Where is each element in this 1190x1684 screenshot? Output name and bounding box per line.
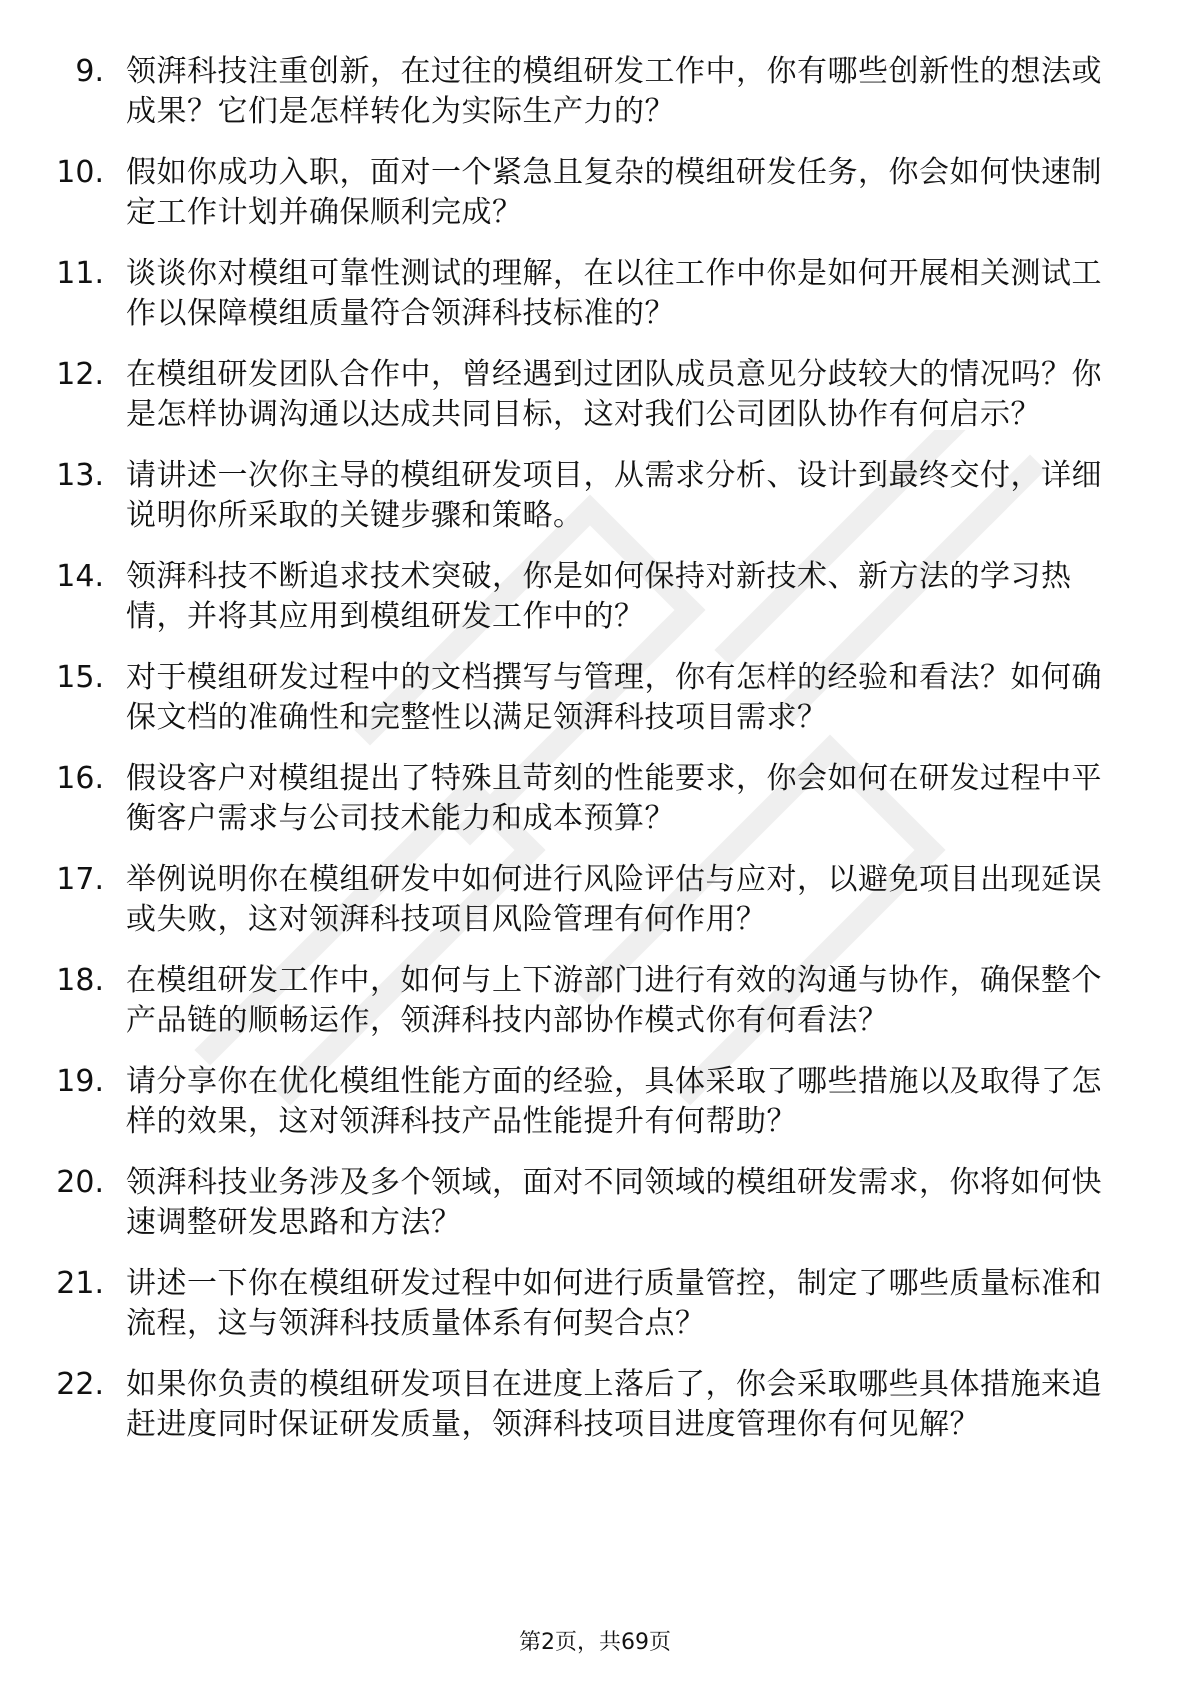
question-text: 领湃科技不断追求技术突破，你是如何保持对新技术、新方法的学习热情，并将其应用到模组研发工作中的？	[126, 559, 1072, 634]
question-item	[0, 860, 1190, 940]
question-number: 12.	[56, 357, 104, 392]
question-item	[0, 456, 1190, 536]
question-number: 14.	[56, 559, 104, 594]
question-item	[0, 1264, 1190, 1344]
question-number: 20.	[56, 1165, 104, 1200]
question-text: 领湃科技注重创新，在过往的模组研发工作中，你有哪些创新性的想法或成果？它们是怎样转化为实际生产力的？	[126, 54, 1102, 129]
question-number: 22.	[56, 1367, 104, 1402]
question-item	[0, 254, 1190, 334]
question-text: 对于模组研发过程中的文档撰写与管理，你有怎样的经验和看法？如何确保文档的准确性和完整性以满足领湃科技项目需求？	[126, 660, 1102, 735]
question-text: 如果你负责的模组研发项目在进度上落后了，你会采取哪些具体措施来追赶进度同时保证研发质量，领湃科技项目进度管理你有何见解？	[126, 1367, 1102, 1442]
question-text: 假如你成功入职，面对一个紧急且复杂的模组研发任务，你会如何快速制定工作计划并确保顺利完成？	[126, 155, 1102, 230]
question-item	[0, 153, 1190, 233]
question-number: 18.	[56, 963, 104, 998]
question-text: 讲述一下你在模组研发过程中如何进行质量管控，制定了哪些质量标准和流程，这与领湃科技质量体系有何契合点？	[126, 1266, 1102, 1341]
question-text: 假设客户对模组提出了特殊且苛刻的性能要求，你会如何在研发过程中平衡客户需求与公司技术能力和成本预算？	[126, 761, 1102, 836]
question-item	[0, 1062, 1190, 1142]
question-text: 在模组研发工作中，如何与上下游部门进行有效的沟通与协作，确保整个产品链的顺畅运作，领湃科技内部协作模式你有何看法？	[126, 963, 1102, 1038]
question-number: 9.	[75, 54, 104, 89]
question-number: 15.	[56, 660, 104, 695]
question-number: 10.	[56, 155, 104, 190]
question-item	[0, 355, 1190, 435]
question-item	[0, 52, 1190, 132]
question-text: 请分享你在优化模组性能方面的经验，具体采取了哪些措施以及取得了怎样的效果，这对领湃科技产品性能提升有何帮助？	[126, 1064, 1102, 1139]
question-text: 在模组研发团队合作中，曾经遇到过团队成员意见分歧较大的情况吗？你是怎样协调沟通以达成共同目标，这对我们公司团队协作有何启示？	[126, 357, 1102, 432]
question-list	[0, 52, 1190, 1466]
question-item	[0, 1163, 1190, 1243]
question-item	[0, 759, 1190, 839]
question-number: 17.	[56, 862, 104, 897]
question-number: 19.	[56, 1064, 104, 1099]
question-number: 21.	[56, 1266, 104, 1301]
question-item	[0, 961, 1190, 1041]
page-footer	[0, 1628, 1190, 1658]
question-text: 领湃科技业务涉及多个领域，面对不同领域的模组研发需求，你将如何快速调整研发思路和方法？	[126, 1165, 1102, 1240]
question-number: 11.	[56, 256, 104, 291]
question-text: 举例说明你在模组研发中如何进行风险评估与应对，以避免项目出现延误或失败，这对领湃科技项目风险管理有何作用？	[126, 862, 1102, 937]
question-number: 13.	[56, 458, 104, 493]
question-number: 16.	[56, 761, 104, 796]
question-item	[0, 1365, 1190, 1445]
page-number-label: 第2页，共69页	[519, 1630, 671, 1655]
question-text: 请讲述一次你主导的模组研发项目，从需求分析、设计到最终交付，详细说明你所采取的关键步骤和策略。	[126, 458, 1102, 533]
question-text: 谈谈你对模组可靠性测试的理解，在以往工作中你是如何开展相关测试工作以保障模组质量符合领湃科技标准的？	[126, 256, 1102, 331]
question-item	[0, 658, 1190, 738]
question-item	[0, 557, 1190, 637]
